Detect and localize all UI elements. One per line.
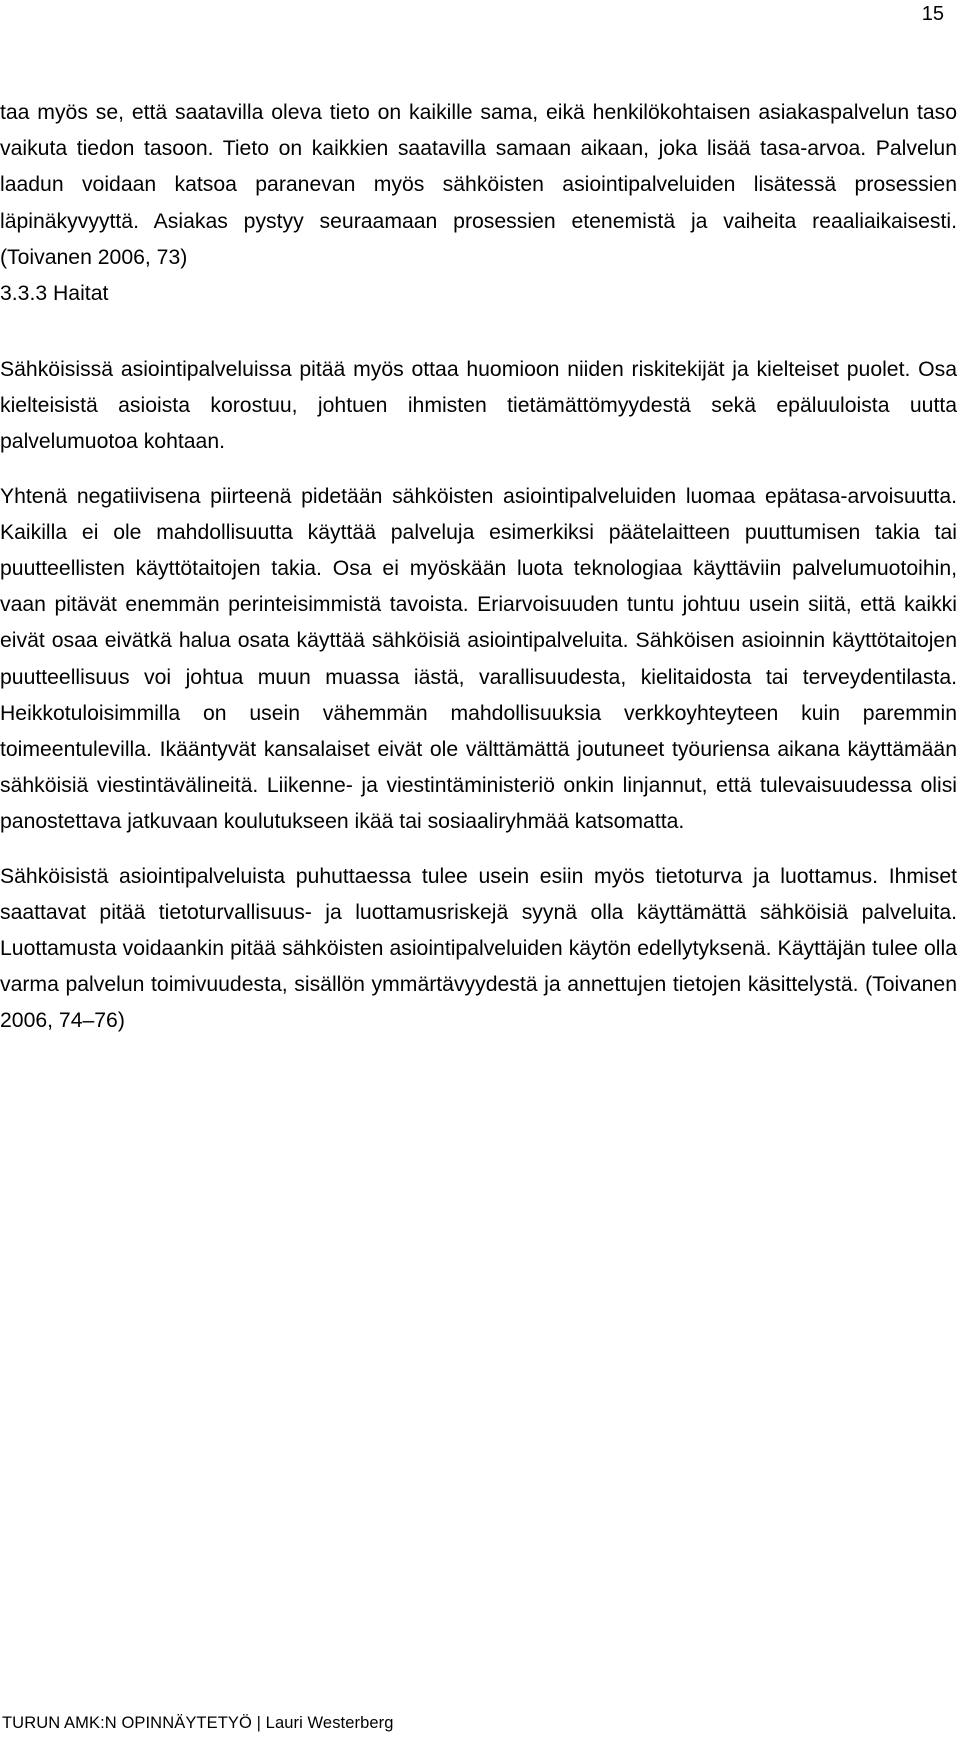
document-body: [0, 95, 957, 1040]
paragraph-2: Sähköisissä asiointipalveluissa pitää myös ottaa huomioon niiden riskitekijät ja kielteiset puolet. Osa kielteisistä asioista korostuu, johtuen ihmisten tietämättömyydestä sekä epäluuloista uutta palvelumuotoa kohtaan.: [0, 358, 957, 454]
paragraph-1: taa myös se, että saatavilla oleva tieto on kaikille sama, eikä henkilökohtaisen asiakaspalvelun taso vaikuta tiedon tasoon. Tieto on kaikkien saatavilla samaan aikaan, joka lisää tasa-arvoa. Palvelun laadun voidaan katsoa paranevan myös sähköisten asiointipalveluiden lisätessä prosessien läpinäkyvyyttä. Asiakas pystyy seuraamaan prosessien etenemistä ja vaiheita reaaliaikaisesti. (Toivanen 2006, 73): [0, 101, 957, 269]
section-heading: 3.3.3 Haitat: [0, 282, 109, 306]
paragraph-4: Sähköisistä asiointipalveluista puhuttaessa tulee usein esiin myös tietoturva ja luottamus. Ihmiset saattavat pitää tietoturvallisuus- ja luottamusriskejä syynä olla käyttämättä sähköisiä palveluita. Luottamusta voidaankin pitää sähköisten asiointipalveluiden käytön edellytyksenä. Käyttäjän tulee olla varma palvelun toimivuudesta, sisällön ymmärtävyydestä ja annettujen tietojen käsittelystä. (Toivanen 2006, 74–76): [0, 864, 957, 1033]
paragraph-3: Yhtenä negatiivisena piirteenä pidetään sähköisten asiointipalveluiden luomaa epätasa-arvoisuutta. Kaikilla ei ole mahdollisuutta käyttää palveluja esimerkiksi päätelaitteen puuttumisen takia tai puutteellisten käyttötaitojen takia. Osa ei myöskään luota teknologiaa käyttäviin palvelumuotoihin, vaan pitävät enemmän perinteisimmistä tavoista. Eriarvoisuuden tuntu johtuu usein siitä, että kaikki eivät osaa eivätkä halua osata käyttää sähköisiä asiointipalveluita. Sähköisen asioinnin käyttötaitojen puutteellisuus voi johtua muun muassa iästä, varallisuudesta, kielitaidosta tai terveydentilasta. Heikkotuloisimmilla on usein vähemmän mahdollisuuksia verkkoyhteyteen kuin paremmin toimeentulevilla. Ikääntyvät kansalaiset eivät ole välttämättä joutuneet työuriensa aikana käyttämään sähköisiä viestintävälineitä. Liikenne- ja viestintäministeriö onkin linjannut, että tulevaisuudessa olisi panostettava jatkuvaan koulutukseen ikää tai sosiaaliryhmää katsomatta.: [0, 484, 957, 834]
page-number: 15: [921, 3, 944, 25]
page-footer: TURUN AMK:N OPINNÄYTETYÖ | Lauri Westerberg: [2, 1714, 394, 1732]
